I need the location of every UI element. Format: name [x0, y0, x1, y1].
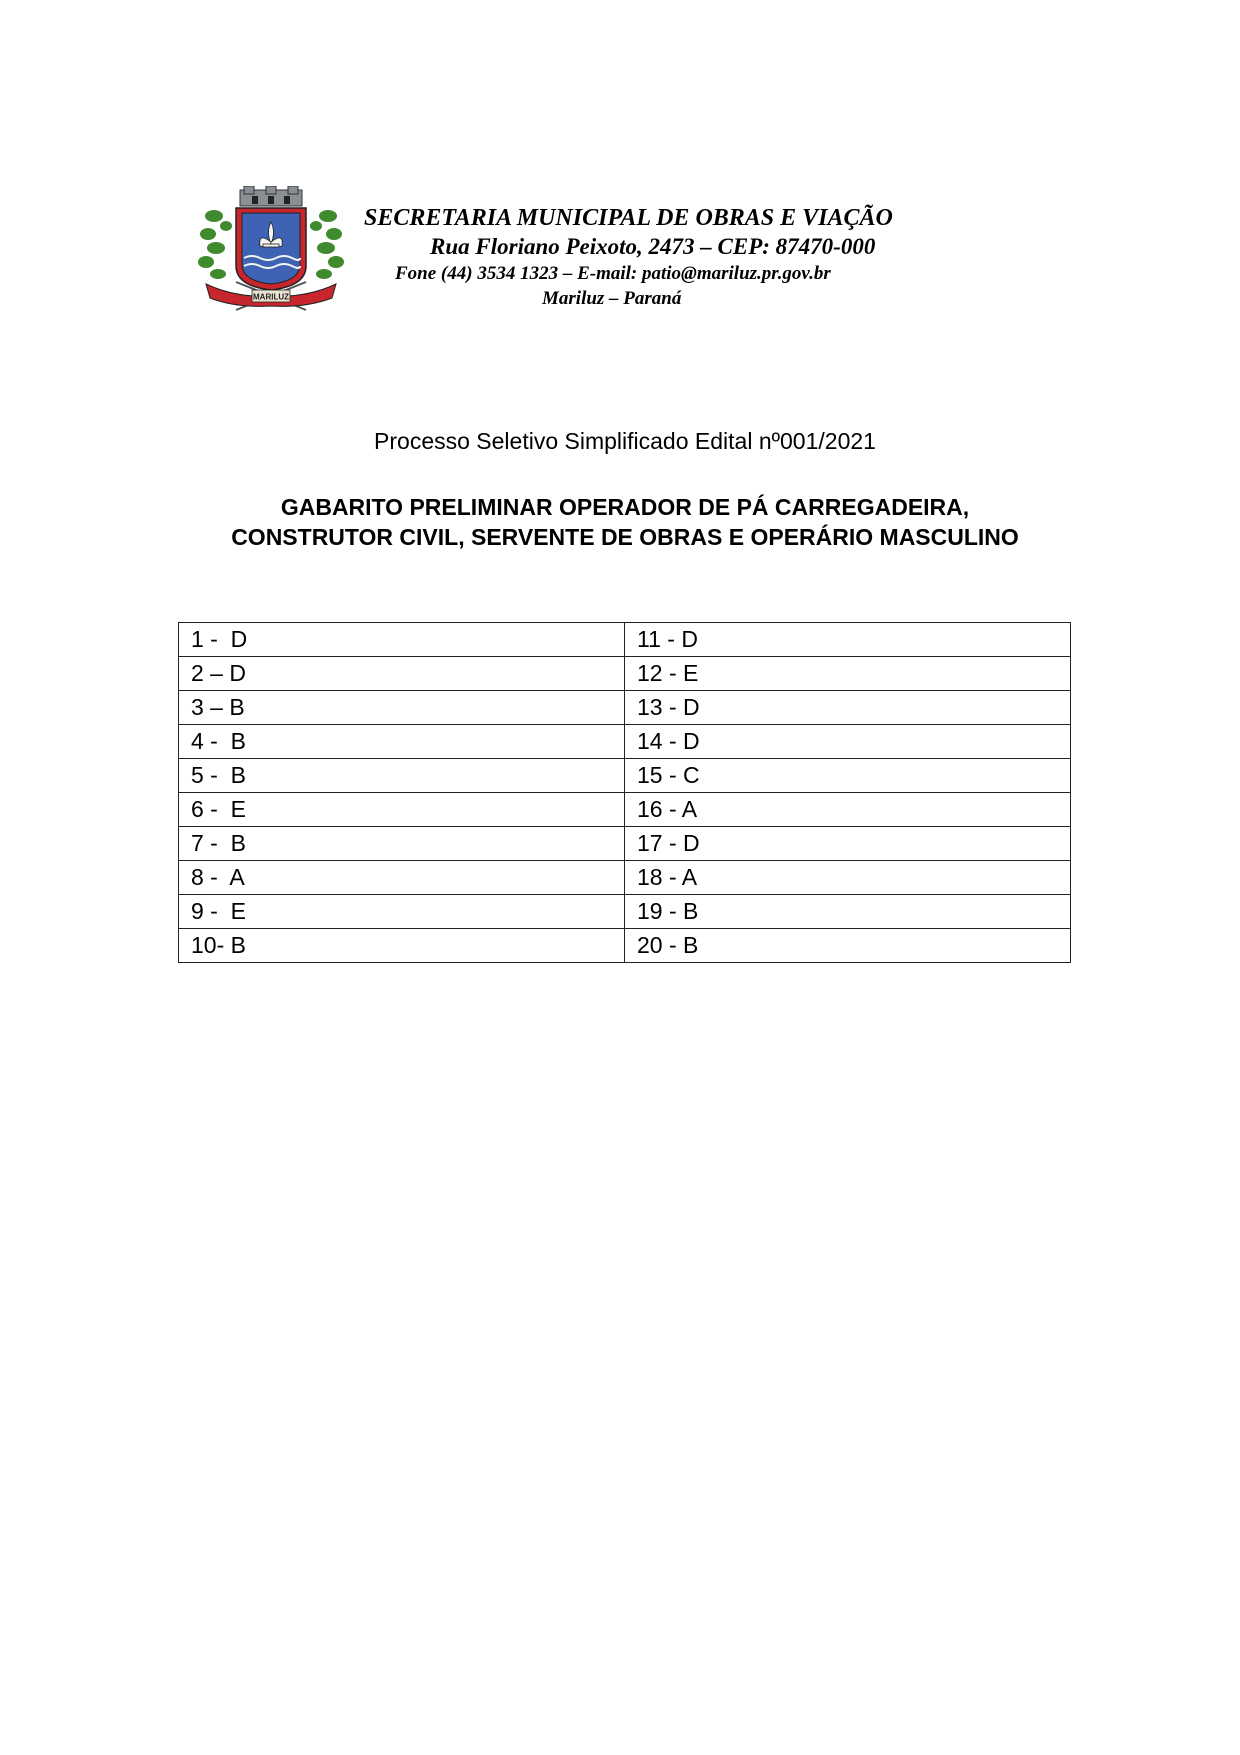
header-city: Mariluz – Paraná: [542, 288, 682, 309]
table-row: [179, 725, 1071, 759]
table-row: [179, 895, 1071, 929]
answer-cell: 16 - A: [625, 793, 1071, 827]
right-vine: [310, 210, 344, 279]
table-row: [179, 861, 1071, 895]
process-subtitle: Processo Seletivo Simplificado Edital nº001/2021: [374, 428, 876, 454]
document-title-line2: CONSTRUTOR CIVIL, SERVENTE DE OBRAS E OPERÁRIO MASCULINO: [231, 524, 1019, 550]
answer-cell: 15 - C: [625, 759, 1071, 793]
table-row: [179, 929, 1071, 963]
table-row: [179, 827, 1071, 861]
table-row: [179, 759, 1071, 793]
document-title: [0, 492, 1240, 552]
table-row: [179, 793, 1071, 827]
document-title-line1: GABARITO PRELIMINAR OPERADOR DE PÁ CARREGADEIRA,: [280, 494, 970, 520]
answer-cell: 6 - E: [179, 793, 625, 827]
answer-cell: 17 - D: [625, 827, 1071, 861]
header-department-name: SECRETARIA MUNICIPAL DE OBRAS E VIAÇÃO: [364, 205, 893, 231]
table-row: [179, 623, 1071, 657]
table-row: [179, 657, 1071, 691]
answer-cell: 5 - B: [179, 759, 625, 793]
answer-cell: 20 - B: [625, 929, 1071, 963]
mural-crown: [240, 186, 302, 206]
answer-cell: 1 - D: [179, 623, 625, 657]
answer-key-table: [178, 622, 1071, 963]
answer-cell: 13 - D: [625, 691, 1071, 725]
answer-cell: 10- B: [179, 929, 625, 963]
answer-cell: 9 - E: [179, 895, 625, 929]
answer-cell: 8 - A: [179, 861, 625, 895]
answer-cell: 11 - D: [625, 623, 1071, 657]
table-row: [179, 691, 1071, 725]
answer-cell: 18 - A: [625, 861, 1071, 895]
header-contact: Fone (44) 3534 1323 – E-mail: patio@mariluz.pr.gov.br: [395, 263, 831, 284]
header-address: Rua Floriano Peixoto, 2473 – CEP: 87470-000: [430, 234, 876, 259]
answer-cell: 19 - B: [625, 895, 1071, 929]
answer-cell: 7 - B: [179, 827, 625, 861]
answer-cell: 4 - B: [179, 725, 625, 759]
municipal-crest-logo: [196, 186, 346, 314]
answer-cell: 2 – D: [179, 657, 625, 691]
crest-banner-text: MARILUZ: [253, 292, 289, 302]
answer-cell: 12 - E: [625, 657, 1071, 691]
left-vine: [198, 210, 232, 279]
answer-cell: 3 – B: [179, 691, 625, 725]
answer-cell: 14 - D: [625, 725, 1071, 759]
